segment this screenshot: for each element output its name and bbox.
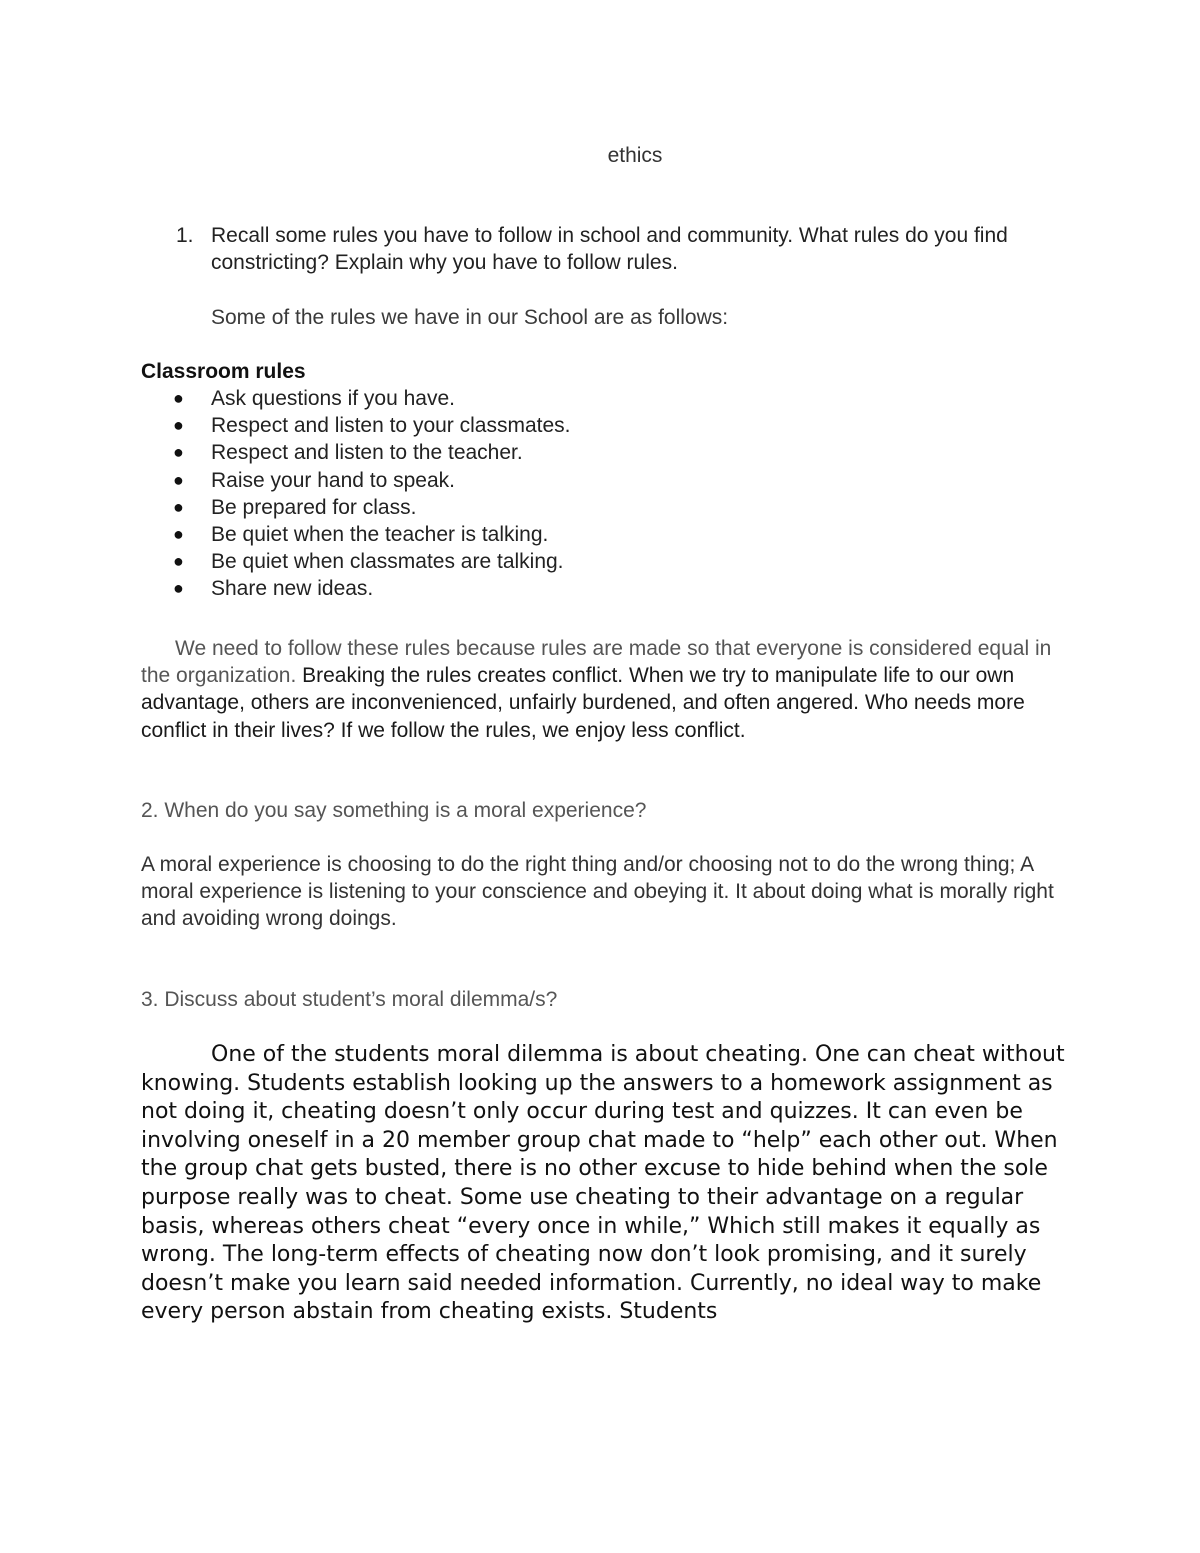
answer-3 [141, 1041, 1076, 1327]
bullet-icon: ● [173, 551, 184, 572]
rules-heading: Classroom rules [141, 360, 306, 383]
answer-2: A moral experience is choosing to do the right thing and/or choosing not to do the wrong thing; A moral experience is listening to your conscience and obeying it. It about doing what is morally right and avoiding wrong doings. [141, 853, 1054, 931]
list-item [141, 575, 571, 602]
answer-1 [141, 635, 1081, 744]
rule-text: Respect and listen to the teacher. [211, 441, 523, 465]
rule-text: Ask questions if you have. [211, 387, 455, 410]
bullet-icon: ● [173, 415, 184, 436]
bullet-icon: ● [173, 524, 184, 545]
question-1 [141, 222, 1071, 276]
list-item [141, 548, 571, 575]
rule-text: Share new ideas. [211, 577, 374, 601]
answer-3-text: One of the students moral dilemma is about cheating. One can cheat without knowing. Students establish looking up the answers to a homework assignment as not doing it, cheating doesn’t only occur during test and quizzes. It can even be involving oneself in a 20 member group chat made to “help” each other out. When the group chat gets busted, there is no other excuse to hide behind when the sole purpose really was to cheat. Some use cheating to their advantage on a regular basis, whereas others cheat “every once in while,” Which still makes it equally as wrong. The long-term effects of cheating now don’t look promising, and it surely doesn’t make you learn said needed information. Currently, no ideal way to make every person abstain from cheating exists. Students [141, 1042, 1065, 1325]
rules-list [141, 385, 571, 603]
list-item [141, 494, 571, 521]
bullet-icon: ● [173, 388, 184, 408]
list-item [141, 439, 571, 466]
question-1-number: 1. [176, 224, 194, 247]
list-item [141, 412, 571, 439]
bullet-icon: ● [173, 496, 184, 517]
list-item [141, 521, 571, 548]
rule-text: Raise your hand to speak. [211, 468, 455, 492]
bullet-icon: ● [173, 578, 184, 599]
rule-text: Be quiet when classmates are talking. [211, 550, 564, 574]
bullet-icon: ● [173, 442, 184, 463]
answer-1-part-2: Breaking the rules creates conflict. When we try to manipulate life to our own advantage, others are inconvenienced, unfairly burdened, and often angered. Who needs more conflict in their lives? If we follow the rules, we enjoy less conflict. [141, 664, 1025, 742]
rule-text: Respect and listen to your classmates. [211, 414, 571, 438]
rule-text: Be quiet when the teacher is talking. [211, 523, 549, 547]
document-title: ethics [607, 144, 663, 167]
bullet-icon: ● [173, 469, 184, 490]
list-item [141, 467, 571, 494]
question-2: 2. When do you say something is a moral experience? [141, 799, 647, 822]
rules-intro: Some of the rules we have in our School are as follows: [211, 306, 729, 329]
answer-1-part-1: We need to follow these rules because rules are made so that everyone is considered equal in the organization. [141, 637, 1052, 688]
list-item [141, 385, 571, 412]
question-3: 3. Discuss about student’s moral dilemma/s? [141, 988, 558, 1011]
rule-text: Be prepared for class. [211, 495, 417, 519]
question-1-text: Recall some rules you have to follow in school and community. What rules do you find constricting? Explain why you have to follow rules. [211, 224, 1008, 275]
